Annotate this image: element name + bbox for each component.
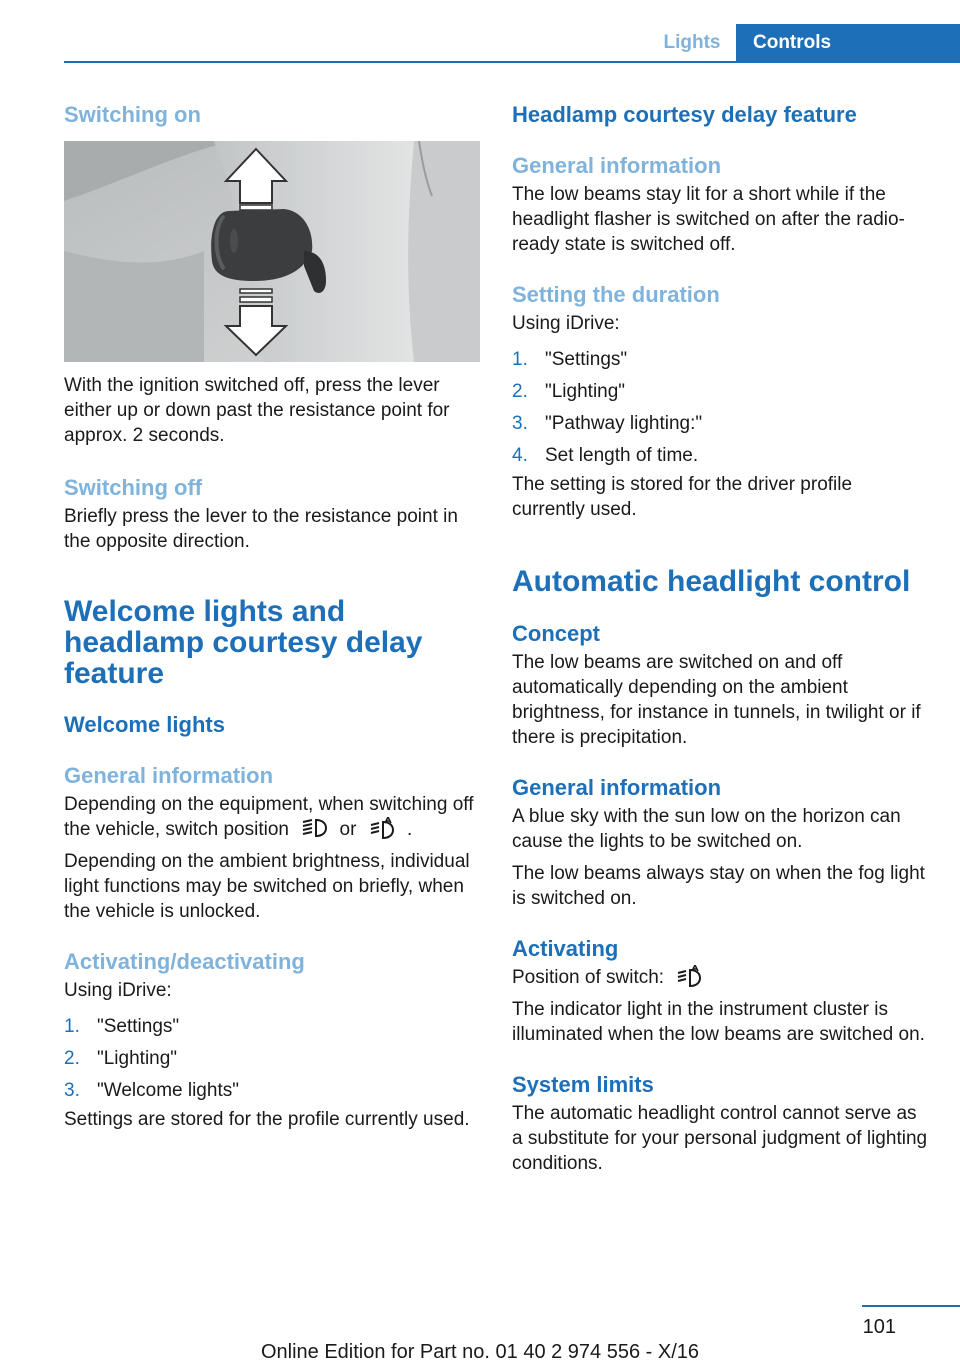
- switching-off-body: Briefly press the lever to the resistance point in the opposite direction.: [64, 506, 458, 552]
- step-number: 3.: [512, 413, 528, 434]
- step-number: 2.: [64, 1048, 80, 1069]
- step-text: Set length of time.: [545, 445, 699, 466]
- welcome-title-line2: headlamp courtesy delay: [64, 626, 423, 659]
- auto-activating-position: [512, 965, 930, 990]
- concept-body: The low beams are switched on and off automatically depending on the ambient brightness, for instance in tunnels, in twilight or if there is precipitation.: [512, 652, 921, 748]
- step-text: "Pathway lighting:": [545, 413, 703, 434]
- list-item: [512, 344, 930, 376]
- auto-headlight-icon: [368, 817, 396, 839]
- list-item: [512, 408, 930, 440]
- auto-activating-body: The indicator light in the instrument cluster is illuminated when the low beams are switched on.: [512, 999, 925, 1045]
- duration-steps-list: [512, 344, 930, 472]
- auto-headlight-title: Automatic headlight control: [512, 565, 911, 598]
- list-item: [64, 1011, 484, 1043]
- welcome-steps-list: [64, 1011, 484, 1107]
- footer-edition: Online Edition for Part no. 01 40 2 974 556 - X/16: [260, 1341, 700, 1363]
- courtesy-heading: Headlamp courtesy delay feature: [512, 102, 857, 127]
- limits-body: The automatic headlight control cannot serve as a substitute for your personal judgment of lighting conditions.: [512, 1103, 928, 1174]
- courtesy-general-body: The low beams stay lit for a short while if the headlight flasher is switched on after the radio-ready state is switched off.: [512, 184, 905, 255]
- duration-note: The setting is stored for the driver profile currently used.: [512, 474, 853, 520]
- step-text: "Settings": [545, 349, 628, 370]
- welcome-activating-note: Settings are stored for the profile currently used.: [64, 1109, 470, 1130]
- concept-heading: Concept: [512, 621, 600, 646]
- step-text: "Settings": [97, 1016, 180, 1037]
- header-rule: [64, 61, 960, 63]
- welcome-general-text: Depending on the equipment, when switching off the vehicle, switch position: [64, 794, 474, 840]
- header-chapter-tab: Controls: [736, 24, 960, 61]
- header-section-tab: Lights: [663, 32, 721, 53]
- switching-off-heading: Switching off: [64, 475, 203, 500]
- welcome-activating-heading: Activating/deactivating: [64, 949, 305, 974]
- step-text: "Lighting": [97, 1048, 178, 1069]
- step-number: 2.: [512, 381, 528, 402]
- auto-headlight-icon: [675, 965, 703, 987]
- welcome-general-or: or: [339, 819, 357, 840]
- page-number: 101: [862, 1316, 896, 1338]
- lever-photo: [64, 141, 480, 362]
- auto-general-body2: The low beams always stay on when the fog light is switched on.: [512, 863, 925, 909]
- auto-activating-heading: Activating: [512, 936, 619, 961]
- auto-general-heading: General information: [512, 775, 722, 800]
- step-text: "Welcome lights": [97, 1080, 239, 1101]
- switching-on-heading: Switching on: [64, 102, 201, 127]
- welcome-activating-intro: Using iDrive:: [64, 980, 172, 1001]
- duration-heading: Setting the duration: [512, 282, 720, 307]
- step-number: 1.: [512, 349, 528, 370]
- footer-rule: [862, 1305, 960, 1307]
- welcome-title-line1: Welcome lights and: [64, 595, 346, 628]
- auto-general-body1: A blue sky with the sun low on the horizon can cause the lights to be switched on.: [512, 806, 901, 852]
- list-item: [512, 376, 930, 408]
- welcome-lights-heading: Welcome lights: [64, 712, 225, 737]
- switch-position-label: Position of switch:: [512, 967, 665, 988]
- list-item: [512, 440, 930, 472]
- welcome-general-body: [64, 792, 484, 842]
- step-number: 4.: [512, 445, 528, 466]
- list-item: [64, 1043, 484, 1075]
- limits-heading: System limits: [512, 1072, 654, 1097]
- low-beam-icon: [300, 817, 328, 839]
- welcome-section-title: [64, 596, 484, 689]
- welcome-title-line3: feature: [64, 657, 165, 690]
- duration-intro: Using iDrive:: [512, 313, 620, 334]
- left-column: [64, 100, 484, 1132]
- welcome-general-body2: Depending on the ambient brightness, individual light functions may be switched on briefly, when the vehicle is unlocked.: [64, 851, 470, 922]
- welcome-general-heading: General information: [64, 763, 274, 788]
- courtesy-general-heading: General information: [512, 153, 722, 178]
- step-number: 3.: [64, 1080, 80, 1101]
- list-item: [64, 1075, 484, 1107]
- lever-illustration-icon: [64, 141, 480, 362]
- welcome-general-period: .: [406, 819, 413, 840]
- step-number: 1.: [64, 1016, 80, 1037]
- switching-on-body: With the ignition switched off, press the lever either up or down past the resistance point for approx. 2 seconds.: [64, 375, 450, 446]
- step-text: "Lighting": [545, 381, 626, 402]
- right-column: [512, 100, 930, 1176]
